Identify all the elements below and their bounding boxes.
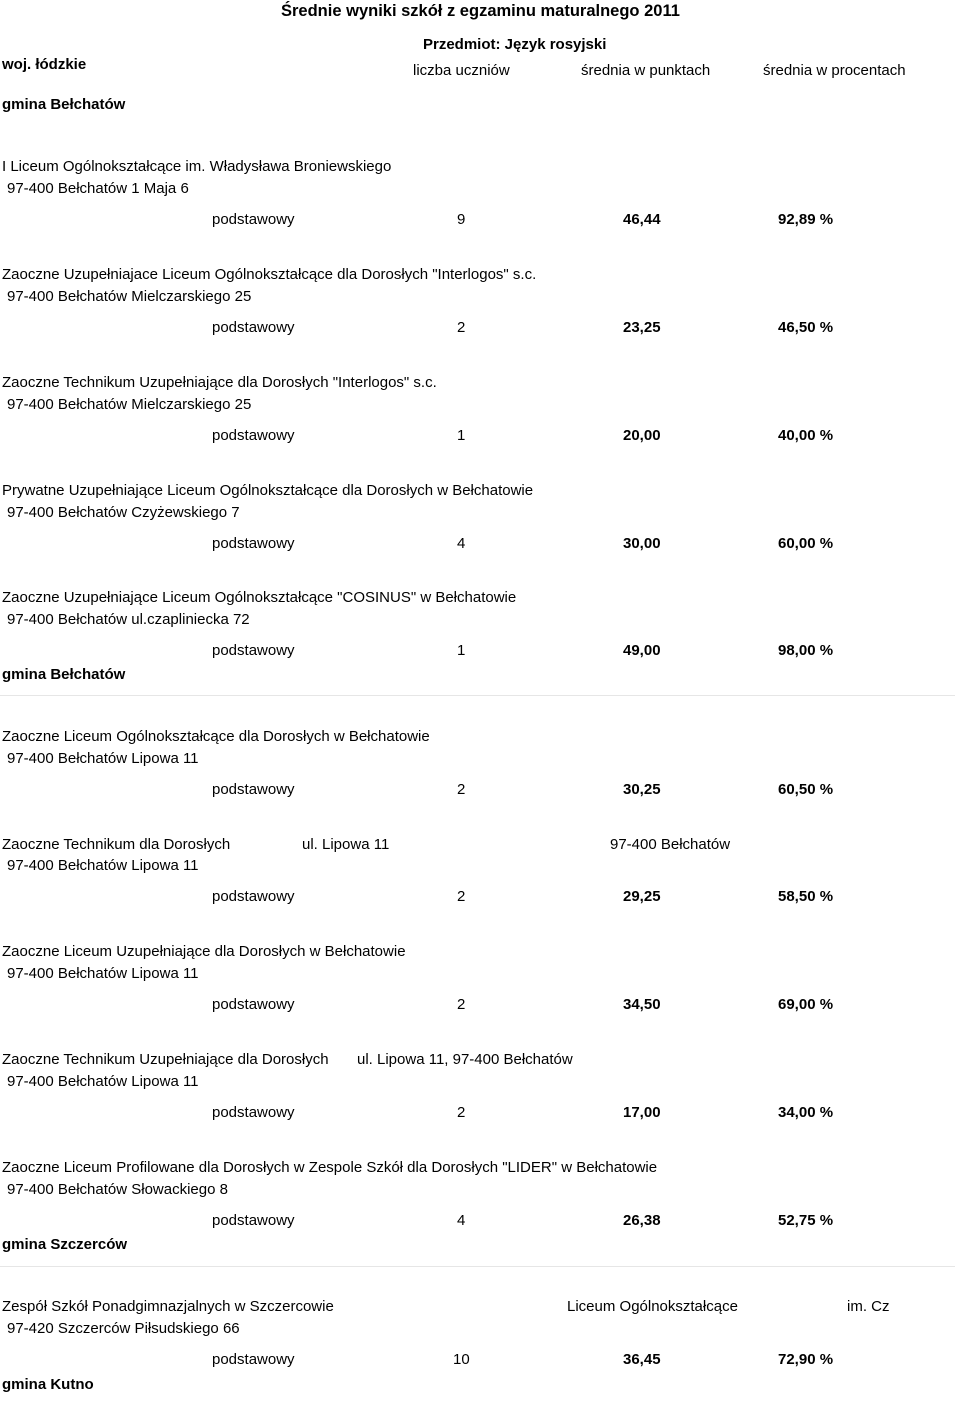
students-count: 1 <box>457 642 466 659</box>
students-count: 4 <box>457 1212 466 1229</box>
school-address: 97-400 Bełchatów Słowackiego 8 <box>7 1181 228 1198</box>
column-header-avg-percent: średnia w procentach <box>763 62 906 79</box>
gmina-heading: gmina Szczerców <box>2 1236 128 1253</box>
school-name: Prywatne Uzupełniające Liceum Ogólnokształcące dla Dorosłych w Bełchatowie <box>2 482 534 499</box>
voivodeship-label: woj. łódzkie <box>2 56 87 73</box>
students-count: 2 <box>457 888 466 905</box>
exam-level: podstawowy <box>212 319 295 336</box>
avg-percent: 72,90 % <box>778 1351 834 1368</box>
exam-level: podstawowy <box>212 781 295 798</box>
school-name: Zaoczne Liceum Profilowane dla Dorosłych w Zespole Szkół dla Dorosłych "LIDER" w Bełchatowie <box>2 1159 658 1176</box>
avg-percent: 92,89 % <box>778 211 834 228</box>
avg-points: 49,00 <box>623 642 661 659</box>
avg-points: 26,38 <box>623 1212 661 1229</box>
students-count: 9 <box>457 211 466 228</box>
avg-points: 23,25 <box>623 319 661 336</box>
avg-percent: 69,00 % <box>778 996 834 1013</box>
avg-percent: 52,75 % <box>778 1212 834 1229</box>
exam-level: podstawowy <box>212 996 295 1013</box>
exam-level: podstawowy <box>212 211 295 228</box>
school-name-part: 97-400 Bełchatów <box>610 836 731 853</box>
students-count: 10 <box>453 1351 470 1368</box>
school-name: Zaoczne Liceum Uzupełniające dla Dorosłych w Bełchatowie <box>2 943 406 960</box>
students-count: 2 <box>457 1104 466 1121</box>
column-header-students: liczba uczniów <box>413 62 510 79</box>
avg-points: 30,25 <box>623 781 661 798</box>
school-name: Zaoczne Liceum Ogólnokształcące dla Dorosłych w Bełchatowie <box>2 728 430 745</box>
school-address: 97-400 Bełchatów Mielczarskiego 25 <box>7 288 252 305</box>
school-name: Zaoczne Technikum Uzupełniające dla Dorosłych "Interlogos" s.c. <box>2 374 437 391</box>
gmina-heading: gmina Bełchatów <box>2 666 126 683</box>
avg-percent: 46,50 % <box>778 319 834 336</box>
school-address: 97-400 Bełchatów Lipowa 11 <box>7 965 199 982</box>
school-address: 97-400 Bełchatów 1 Maja 6 <box>7 180 189 197</box>
exam-level: podstawowy <box>212 642 295 659</box>
avg-percent: 98,00 % <box>778 642 834 659</box>
avg-points: 17,00 <box>623 1104 661 1121</box>
school-name: I Liceum Ogólnokształcące im. Władysława Broniewskiego <box>2 158 392 175</box>
avg-points: 34,50 <box>623 996 661 1013</box>
school-address: 97-400 Bełchatów Czyżewskiego 7 <box>7 504 240 521</box>
avg-percent: 58,50 % <box>778 888 834 905</box>
gmina-heading: gmina Bełchatów <box>2 96 126 113</box>
avg-percent: 60,50 % <box>778 781 834 798</box>
students-count: 2 <box>457 781 466 798</box>
school-name-part: ul. Lipowa 11 <box>302 836 390 853</box>
students-count: 2 <box>457 996 466 1013</box>
exam-level: podstawowy <box>212 1351 295 1368</box>
section-divider <box>0 1266 955 1267</box>
page-title: Średnie wyniki szkół z egzaminu maturalnego 2011 <box>281 2 680 20</box>
exam-level: podstawowy <box>212 1212 295 1229</box>
avg-percent: 60,00 % <box>778 535 834 552</box>
school-name-part: im. Cz <box>847 1298 890 1315</box>
school-address: 97-400 Bełchatów Mielczarskiego 25 <box>7 396 252 413</box>
avg-percent: 34,00 % <box>778 1104 834 1121</box>
subject-label: Przedmiot: Język rosyjski <box>423 36 607 53</box>
school-name: Zaoczne Uzupełniajace Liceum Ogólnokształcące dla Dorosłych "Interlogos" s.c. <box>2 266 537 283</box>
school-address: 97-400 Bełchatów ul.czapliniecka 72 <box>7 611 250 628</box>
exam-level: podstawowy <box>212 1104 295 1121</box>
avg-points: 46,44 <box>623 211 661 228</box>
school-name-part: Liceum Ogólnokształcące <box>567 1298 738 1315</box>
exam-level: podstawowy <box>212 888 295 905</box>
avg-points: 29,25 <box>623 888 661 905</box>
school-address: 97-400 Bełchatów Lipowa 11 <box>7 1073 199 1090</box>
school-name: Zaoczne Uzupełniające Liceum Ogólnokształcące "COSINUS" w Bełchatowie <box>2 589 517 606</box>
school-address: 97-400 Bełchatów Lipowa 11 <box>7 857 199 874</box>
column-header-avg-points: średnia w punktach <box>581 62 711 79</box>
school-address: 97-400 Bełchatów Lipowa 11 <box>7 750 199 767</box>
avg-points: 36,45 <box>623 1351 661 1368</box>
school-name: Zespół Szkół Ponadgimnazjalnych w Szczercowie <box>2 1298 334 1315</box>
students-count: 2 <box>457 319 466 336</box>
avg-points: 30,00 <box>623 535 661 552</box>
exam-level: podstawowy <box>212 535 295 552</box>
avg-percent: 40,00 % <box>778 427 834 444</box>
students-count: 1 <box>457 427 466 444</box>
avg-points: 20,00 <box>623 427 661 444</box>
gmina-heading: gmina Kutno <box>2 1376 94 1393</box>
school-name: Zaoczne Technikum Uzupełniające dla Dorosłych <box>2 1051 329 1068</box>
school-name: Zaoczne Technikum dla Dorosłych <box>2 836 231 853</box>
exam-level: podstawowy <box>212 427 295 444</box>
section-divider <box>0 695 955 696</box>
school-address: 97-420 Szczerców Piłsudskiego 66 <box>7 1320 240 1337</box>
students-count: 4 <box>457 535 466 552</box>
school-name-part: ul. Lipowa 11, 97-400 Bełchatów <box>357 1051 573 1068</box>
